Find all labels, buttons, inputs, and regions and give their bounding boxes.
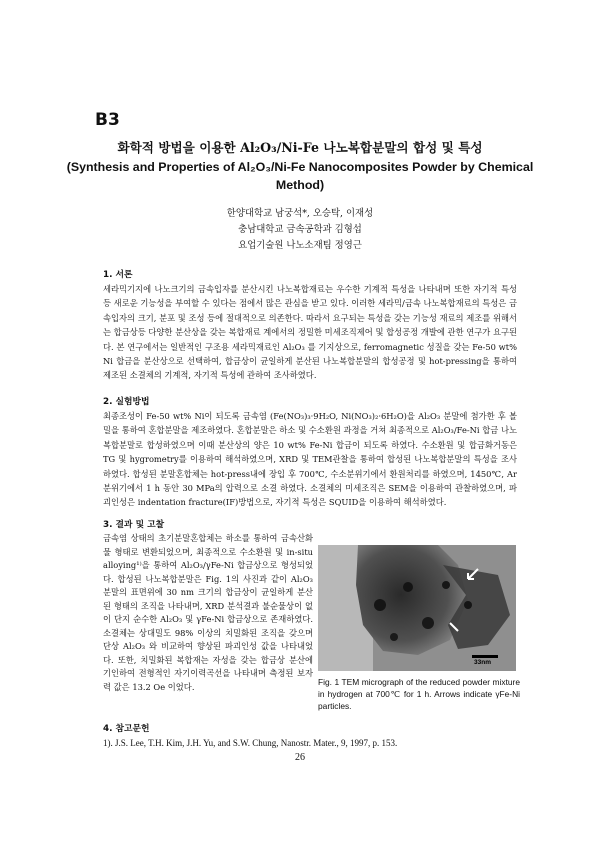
- title-korean: 화학적 방법을 이용한 Al₂O₃/Ni-Fe 나노복합분말의 합성 및 특성: [117, 140, 483, 155]
- scale-bar-label: 33nm: [474, 659, 491, 666]
- section-results-body: 금속염 상태의 초기분말혼합체는 하소를 통하여 금속산화물 형태로 변환되었으며, 최종적으로 수소환원 및 in-situ alloying¹⁾을 통하여 Al₂O₃/γFe-Ni 합금상으로 형성되었다. 합성된 나노복합분말은 Fig. 1의 사진과 같이 Al₂O₃ 분말의 표면위에 30 nm 크기의 합금상이 균일하게 분산된 형태의 조직을 나타내며, XRD 분석결과 불순물상이 없이 단지 순수한 Al₂O₃ 및 γFe-Ni 합금상으로 존재하였다. 소결체는 상대밀도 98% 이상의 치밀화된 조직을 갖으며 단상 Al₂O₃ 와 비교하여 향상된 파괴인성 값을 나타내었다. 또한, 치밀화된 복합재는 자성을 갖는 합금상 분산에 기인하여 전형적인 자기이력곡선을 나타내며 측정된 보자력 값은 13.2 Oe 이었다.: [103, 533, 313, 693]
- title-english: (Synthesis and Properties of Al₂O₃/Ni-Fe Nanocomposites Powder by Chemical Method): [66, 160, 534, 192]
- section-references: [103, 722, 517, 750]
- author-list: [0, 206, 600, 254]
- page-number: 26: [295, 752, 305, 763]
- section-results-heading-wrap: [103, 518, 517, 532]
- title-block: [60, 140, 540, 194]
- section-introduction: [103, 268, 517, 383]
- micrograph-image: [318, 545, 516, 671]
- figure-caption: Fig. 1 TEM micrograph of the reduced powder mixture in hydrogen at 700℃ for 1 h. Arrows indicate γFe-Ni particles.: [318, 677, 520, 712]
- section-heading: 1. 서론: [103, 270, 133, 280]
- tem-micrograph: [318, 545, 516, 671]
- section-body: 최종조성이 Fe-50 wt% Ni이 되도록 금속염 (Fe(NO₃)₃·9H₂O, Ni(NO₃)₂·6H₂O)을 Al₂O₃ 분말에 첨가한 후 볼밀을 통하여 혼합분말을 제조하였다. 혼합분말은 하소 및 수소환원 과정을 거쳐 최종적으로 Al₂O₃/Fe-Ni 합금 나노복합분말로 합성하였으며 이때 분산상의 양은 10 wt% Fe-Ni 합금이 되도록 하였다. 수소환원 및 합금화거동은 TG 및 hygrometry를 이용하여 해석하였으며, XRD 및 TEM관찰을 통하여 합성된 나노복합분말의 특성을 조사하였다. 합성된 분말혼합체는 hot-press내에 장입 후 700℃, 수소분위기에서 환원처리를 하였으며, 1450℃, Ar 분위기에서 1 h 동안 30 MPa의 압력으로 소결 하였다. 소결체의 미세조직은 SEM을 이용하여 관찰하였으며, 파괴인성은 indentation fracture(IF)방법으로, 자기적 특성은 SQUID을 이용하여 해석하였다.: [103, 411, 517, 508]
- section-body: 세라믹기지에 나노크기의 금속입자를 분산시킨 나노복합재료는 우수한 기계적 특성을 나타내며 또한 자기적 특성 등 새로운 기능성을 부여할 수 있다는 점에서 많은 관심을 받고 있다. 이러한 세라믹/금속 나노복합재료의 특성은 금속입자의 크기, 분포 및 조성 등에 절대적으로 의존한다. 따라서 요구되는 특성을 갖는 기능성 재료의 제조를 위해서는 합금상등 다양한 분산상을 갖는 복합재료 계에서의 정밀한 미세조직제어 및 합성공정 개발에 관한 연구가 요구된다. 본 연구에서는 일반적인 구조용 세라믹재료인 Al₂O₃ 를 기지상으로, ferromagnetic 성질을 갖는 Fe-50 wt% Ni 합금을 분산상으로 선택하여, 합금상이 균일하게 분산된 나노복합분말의 합성공정 및 hot-pressing을 통하여 제조된 소결체의 기계적, 자기적 특성에 관하여 조사하였다.: [103, 284, 517, 381]
- section-method: [103, 395, 517, 510]
- section-heading: 2. 실험방법: [103, 397, 150, 407]
- section-code: B3: [95, 110, 120, 130]
- author-line: 요업기술원 나노소재팀 정영근: [238, 240, 362, 251]
- author-line: 한양대학교 남궁석*, 오승탁, 이재성: [226, 208, 374, 219]
- author-line: 충남대학교 금속공학과 김형섭: [238, 224, 362, 235]
- section-heading: 3. 결과 및 고찰: [103, 520, 165, 530]
- section-heading: 4. 참고문헌: [103, 724, 150, 734]
- reference-item: 1). J.S. Lee, T.H. Kim, J.H. Yu, and S.W. Chung, Nanostr. Mater., 9, 1997, p. 153.: [103, 738, 398, 748]
